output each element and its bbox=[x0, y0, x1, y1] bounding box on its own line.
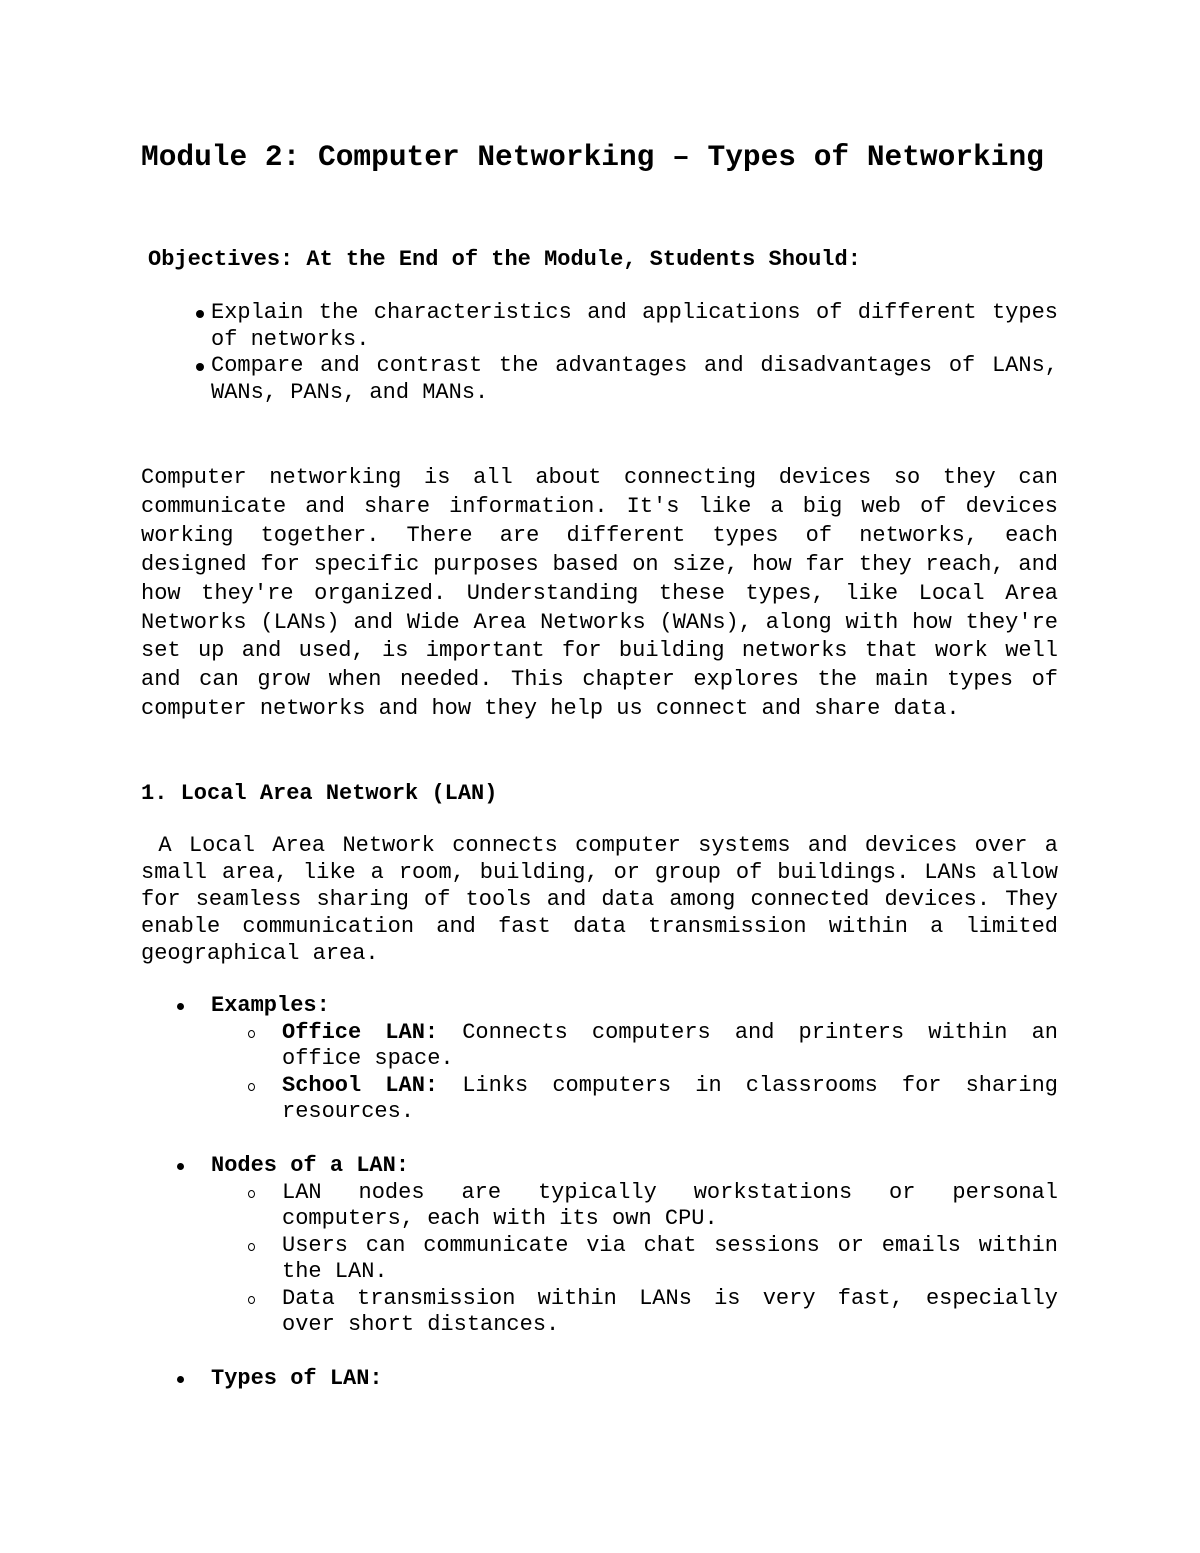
node-text: LAN nodes are typically workstations or personal computers, each with its own CPU. bbox=[282, 1179, 1058, 1231]
nodes-list bbox=[141, 1153, 1058, 1339]
intro-paragraph: Computer networking is all about connecting devices so they can communicate and share information. It's like a big web of devices working together. There are different types of networks, each designed for specific purposes based on size, how far they reach, and how they're organized. Understanding these types, like Local Area Networks (LANs) and Wide Area Networks (WANs), along with how they're set up and used, is important for building networks that work well and can grow when needed. This chapter explores the main types of computer networks and how they help us connect and share data. bbox=[141, 465, 1058, 722]
objectives-heading: Objectives: At the End of the Module, Students Should: bbox=[148, 247, 861, 272]
list-item bbox=[141, 1233, 1058, 1286]
nodes-heading-label: Nodes of a LAN: bbox=[211, 1153, 410, 1178]
lan-paragraph: A Local Area Network connects computer systems and devices over a small area, like a room, building, or group of buildings. LANs allow for seamless sharing of tools and data among connected devices. They enable communication and fast data transmission within a limited geographical area. bbox=[141, 833, 1072, 966]
examples-list bbox=[141, 993, 1058, 1126]
node-text: Data transmission within LANs is very fast, especially over short distances. bbox=[282, 1285, 1058, 1337]
examples-heading bbox=[141, 993, 1058, 1020]
nodes-heading bbox=[141, 1153, 1058, 1180]
objective-text: Explain the characteristics and applications of different types of networks. bbox=[211, 300, 1058, 352]
examples-heading-label: Examples: bbox=[211, 993, 330, 1018]
circle-bullet-icon bbox=[248, 1083, 255, 1091]
types-heading-label: Types of LAN: bbox=[211, 1366, 383, 1391]
list-item bbox=[141, 993, 1058, 1126]
example-term: School LAN: bbox=[282, 1072, 439, 1098]
example-term: Office LAN: bbox=[282, 1019, 439, 1045]
section-heading-lan: 1. Local Area Network (LAN) bbox=[141, 781, 498, 806]
node-text: Users can communicate via chat sessions or emails within the LAN. bbox=[282, 1232, 1058, 1284]
examples-sublist bbox=[141, 1020, 1058, 1126]
nodes-sublist bbox=[141, 1180, 1058, 1339]
list-item bbox=[141, 1366, 1058, 1393]
objective-text: Compare and contrast the advantages and disadvantages of LANs, WANs, PANs, and MANs. bbox=[211, 353, 1058, 405]
list-item bbox=[141, 1153, 1058, 1339]
bullet-icon bbox=[177, 1163, 184, 1170]
list-item bbox=[141, 1020, 1058, 1073]
example-text: Links computers in classrooms for sharing resources. bbox=[282, 1072, 1058, 1124]
objectives-list bbox=[141, 300, 1058, 406]
list-item bbox=[141, 300, 1058, 353]
types-heading bbox=[141, 1366, 1058, 1393]
list-item bbox=[141, 1073, 1058, 1126]
circle-bullet-icon bbox=[248, 1190, 255, 1198]
list-item bbox=[141, 1180, 1058, 1233]
circle-bullet-icon bbox=[248, 1243, 255, 1251]
list-item bbox=[141, 353, 1058, 406]
circle-bullet-icon bbox=[248, 1030, 255, 1038]
module-title: Module 2: Computer Networking – Types of Networking bbox=[141, 140, 1044, 174]
bullet-icon bbox=[177, 1003, 184, 1010]
bullet-icon bbox=[177, 1376, 184, 1383]
circle-bullet-icon bbox=[248, 1296, 255, 1304]
bullet-icon bbox=[196, 310, 204, 318]
example-text: Connects computers and printers within an office space. bbox=[282, 1019, 1058, 1071]
bullet-icon bbox=[196, 363, 204, 371]
types-list bbox=[141, 1366, 1058, 1393]
list-item bbox=[141, 1286, 1058, 1339]
